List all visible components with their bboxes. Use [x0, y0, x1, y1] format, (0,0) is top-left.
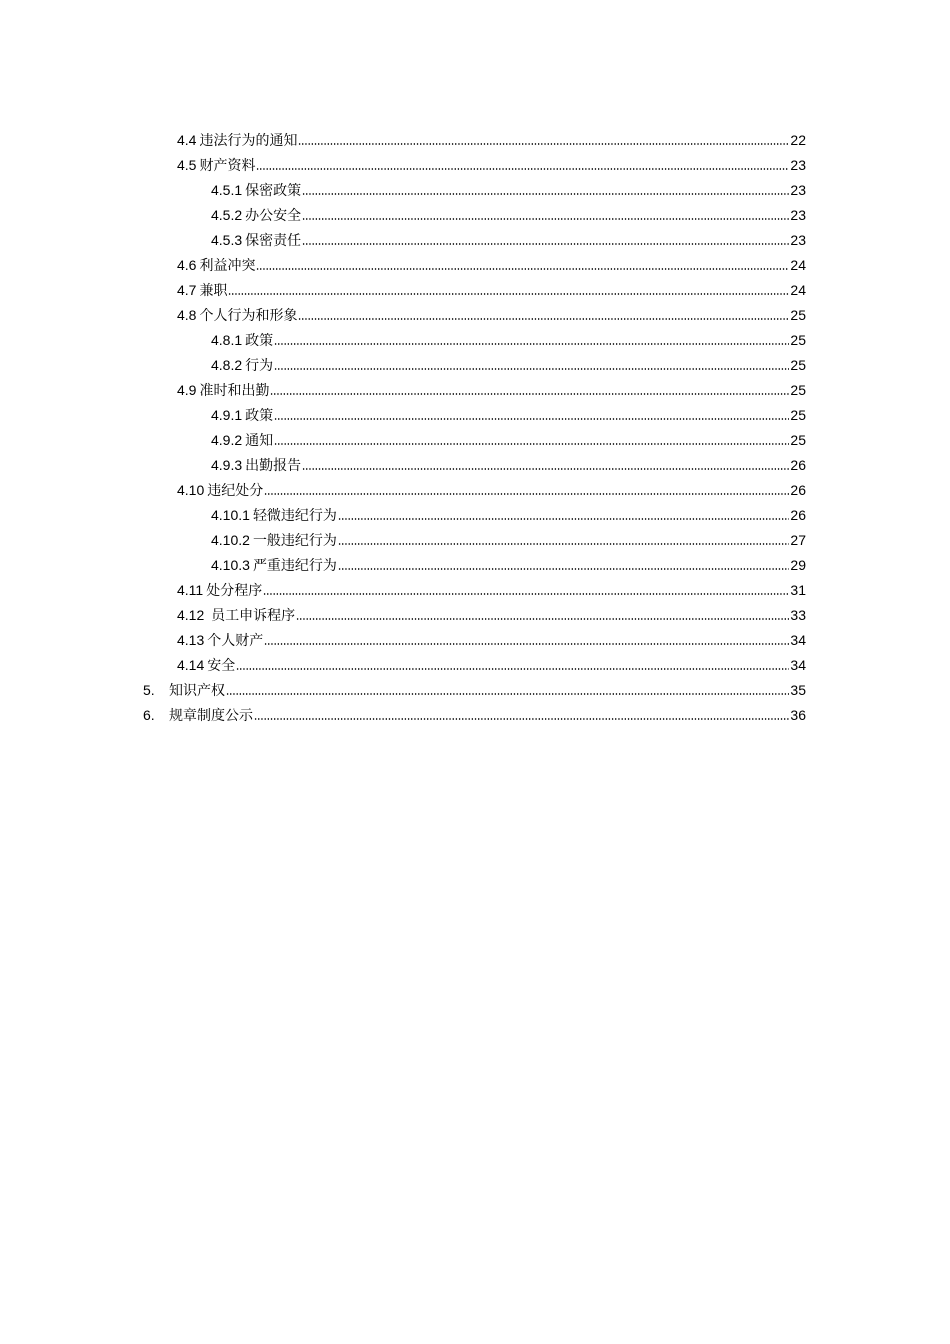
toc-entry-page: 25 [790, 407, 806, 423]
toc-dot-leader [302, 243, 789, 245]
toc-entry[interactable] [177, 475, 806, 499]
toc-entry[interactable] [211, 500, 806, 524]
toc-entry-page: 25 [790, 357, 806, 373]
toc-entry-title: 规章制度公示 [169, 707, 253, 723]
toc-entry[interactable] [211, 200, 806, 224]
toc-entry-page: 24 [790, 257, 806, 273]
toc-dot-leader [338, 543, 789, 545]
toc-entry-number: 4.10.3 [211, 557, 250, 573]
toc-entry-title: 员工申诉程序 [207, 607, 296, 623]
toc-dot-leader [264, 493, 789, 495]
toc-dot-leader [274, 443, 789, 445]
toc-dot-leader [256, 268, 789, 270]
toc-dot-leader [274, 418, 789, 420]
toc-entry-page: 27 [790, 532, 806, 548]
toc-dot-leader [254, 718, 789, 720]
toc-dot-leader [256, 168, 789, 170]
toc-dot-leader [226, 693, 789, 695]
toc-entry-number: 4.8 [177, 307, 197, 323]
toc-entry-number: 4.5 [177, 157, 197, 173]
toc-entry[interactable] [211, 175, 806, 199]
toc-entry-number: 4.10.2 [211, 532, 250, 548]
toc-entry-page: 34 [790, 657, 806, 673]
toc-entry-title: 办公安全 [245, 207, 302, 223]
toc-dot-leader [264, 643, 789, 645]
toc-dot-leader [263, 593, 789, 595]
toc-entry[interactable] [211, 400, 806, 424]
toc-entry-number: 4.9 [177, 382, 197, 398]
toc-entry-title: 通知 [245, 432, 274, 448]
toc-entry-title: 财产资料 [199, 157, 256, 173]
toc-entry-page: 23 [790, 182, 806, 198]
toc-entry-page: 25 [790, 307, 806, 323]
toc-entry-number: 4.4 [177, 132, 197, 148]
toc-entry-page: 26 [790, 457, 806, 473]
toc-entry-title: 安全 [207, 657, 236, 673]
toc-dot-leader [296, 618, 789, 620]
toc-entry-number: 4.6 [177, 257, 197, 273]
toc-entry[interactable] [177, 300, 806, 324]
toc-entry-number: 4.13 [177, 632, 205, 648]
toc-entry-page: 26 [790, 507, 806, 523]
toc-entry-page: 23 [790, 157, 806, 173]
toc-entry-title: 出勤报告 [245, 457, 302, 473]
toc-entry-title: 政策 [245, 407, 274, 423]
toc-dot-leader [302, 218, 789, 220]
toc-entry[interactable] [177, 125, 806, 149]
toc-dot-leader [274, 343, 789, 345]
toc-entry-number: 4.14 [177, 657, 205, 673]
toc-dot-leader [236, 668, 789, 670]
toc-entry-number: 4.5.2 [211, 207, 243, 223]
toc-entry-number: 4.5.3 [211, 232, 243, 248]
toc-dot-leader [338, 518, 789, 520]
toc-entry-number: 4.9.3 [211, 457, 243, 473]
toc-entry-title: 违纪处分 [207, 482, 264, 498]
toc-entry[interactable] [211, 450, 806, 474]
toc-entry-page: 35 [790, 682, 806, 698]
toc-entry-title: 处分程序 [206, 582, 263, 598]
toc-entry-number: 4.9.1 [211, 407, 243, 423]
toc-entry[interactable] [143, 675, 806, 699]
toc-entry-page: 34 [790, 632, 806, 648]
toc-entry-number: 4.8.2 [211, 357, 243, 373]
toc-entry[interactable] [177, 625, 806, 649]
toc-entry-title: 个人行为和形象 [199, 307, 298, 323]
toc-entry[interactable] [211, 325, 806, 349]
toc-entry-title: 违法行为的通知 [199, 132, 298, 148]
toc-entry-number: 4.5.1 [211, 182, 243, 198]
toc-entry-page: 25 [790, 332, 806, 348]
toc-entry-page: 22 [790, 132, 806, 148]
toc-entry-title: 利益冲突 [199, 257, 256, 273]
toc-entry-page: 26 [790, 482, 806, 498]
toc-entry-number: 4.11 [177, 582, 204, 598]
toc-entry-title: 保密政策 [245, 182, 302, 198]
toc-entry-title: 严重违纪行为 [252, 557, 337, 573]
toc-entry-page: 31 [790, 582, 806, 598]
toc-entry[interactable] [177, 375, 806, 399]
toc-entry-page: 33 [790, 607, 806, 623]
toc-dot-leader [338, 568, 789, 570]
toc-entry[interactable] [211, 550, 806, 574]
toc-entry-number: 4.9.2 [211, 432, 243, 448]
toc-entry[interactable] [211, 525, 806, 549]
toc-entry-title: 准时和出勤 [199, 382, 270, 398]
toc-entry-title: 知识产权 [169, 682, 225, 698]
toc-entry-number: 4.10.1 [211, 507, 250, 523]
toc-entry[interactable] [211, 225, 806, 249]
toc-entry-number: 4.10 [177, 482, 205, 498]
toc-entry-page: 23 [790, 207, 806, 223]
toc-entry-page: 25 [790, 382, 806, 398]
toc-entry-title: 兼职 [199, 282, 228, 298]
toc-entry-title: 保密责任 [245, 232, 302, 248]
toc-dot-leader [274, 368, 789, 370]
toc-entry[interactable] [211, 425, 806, 449]
toc-entry-title: 轻微违纪行为 [252, 507, 337, 523]
toc-entry-title: 行为 [245, 357, 274, 373]
toc-entry[interactable] [177, 250, 806, 274]
toc-entry[interactable] [211, 350, 806, 374]
toc-dot-leader [228, 293, 789, 295]
toc-entry[interactable] [177, 600, 806, 624]
toc-dot-leader [302, 193, 789, 195]
toc-entry-page: 25 [790, 432, 806, 448]
toc-entry[interactable] [177, 150, 806, 174]
toc-entry-number: 4.12 [177, 607, 205, 623]
toc-dot-leader [270, 393, 789, 395]
toc-entry-number: 5. [143, 682, 155, 698]
toc-entry-page: 24 [790, 282, 806, 298]
toc-entry-number: 4.8.1 [211, 332, 243, 348]
toc-entry-page: 36 [790, 707, 806, 723]
toc-entry-title: 一般违纪行为 [252, 532, 337, 548]
toc-dot-leader [298, 143, 789, 145]
toc-entry-page: 23 [790, 232, 806, 248]
toc-entry-number: 6. [143, 707, 155, 723]
toc-entry-title: 政策 [245, 332, 274, 348]
toc-dot-leader [298, 318, 789, 320]
toc-entry-title: 个人财产 [207, 632, 264, 648]
toc-entry-page: 29 [790, 557, 806, 573]
toc-entry[interactable] [177, 275, 806, 299]
toc-entry-number: 4.7 [177, 282, 197, 298]
toc-entry[interactable] [143, 700, 806, 724]
toc-dot-leader [302, 468, 789, 470]
toc-entry[interactable] [177, 575, 806, 599]
toc-entry[interactable] [177, 650, 806, 674]
